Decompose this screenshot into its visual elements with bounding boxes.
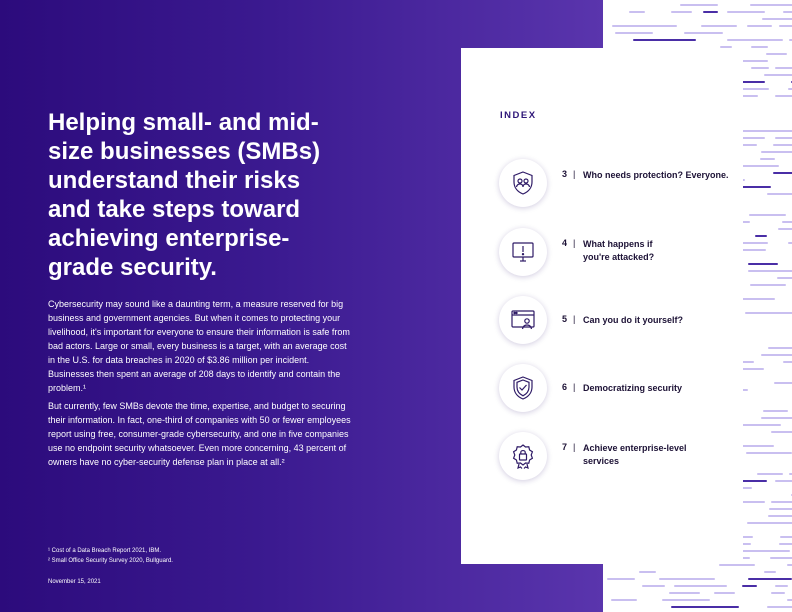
stripe-line <box>771 431 792 433</box>
stripe-line <box>719 564 755 566</box>
entry-label: Can you do it yourself? <box>583 315 684 325</box>
body-text <box>48 297 356 473</box>
stripe-line <box>779 25 792 27</box>
stripe-line <box>760 158 775 160</box>
footnotes <box>48 546 173 566</box>
index-entry-4[interactable] <box>499 228 739 278</box>
stripe-line <box>770 557 792 559</box>
entry-separator: | <box>573 382 576 392</box>
shield-check-icon <box>510 375 536 401</box>
stripe-line <box>750 284 786 286</box>
stripe-line <box>775 585 788 587</box>
index-entry-3[interactable] <box>499 159 739 209</box>
body-paragraph-2: But currently, few SMBs devote the time, expertise, and budget to securing their information. In fact, one-third of companies with 50 or fewer employees report using free, consumer-grade cybersecurity, and one in five companies use no endpoint security whatsoever. Even more concerning, 43 percent of owners have no cyber-security defense plan in place at all.² <box>48 401 351 467</box>
stripe-line <box>671 606 739 608</box>
stripe-line <box>727 11 765 13</box>
stripe-line <box>748 578 792 580</box>
stripe-line <box>763 410 788 412</box>
browser-user-icon <box>510 307 536 333</box>
entry-label: Who needs protection? Everyone. <box>583 170 729 180</box>
stripe-line <box>775 67 792 69</box>
stripe-line <box>747 522 792 524</box>
stripe-line <box>771 592 785 594</box>
stripe-line <box>748 270 792 272</box>
body-paragraph-1: Cybersecurity may sound like a daunting term, a measure reserved for big business and government agencies. But when it comes to protecting your livelihood, it's important for everyone to ensure their information is safe from bad actors. Large or small, every business is a target, with an average cost in the U.S. for data breaches in 2020 of $3.86 million per incident. Businesses then spent an average of 208 days to identify and contain the problem.¹ <box>48 299 350 393</box>
stripe-line <box>766 53 787 55</box>
stripe-line <box>783 11 792 13</box>
stripe-line <box>745 312 792 314</box>
index-entry-7[interactable] <box>499 432 739 482</box>
stripe-line <box>757 473 783 475</box>
entry-page-number: 4 <box>562 238 568 248</box>
stripe-line <box>769 508 792 510</box>
footnote-1: ¹ Cost of a Data Breach Report 2021, IBM. <box>48 548 162 554</box>
stripe-line <box>775 137 792 139</box>
stripe-line <box>642 585 665 587</box>
monitor-alert-icon <box>510 239 536 265</box>
stripe-line <box>607 578 635 580</box>
stripe-line <box>659 578 715 580</box>
stripe-line <box>750 4 792 6</box>
stripe-line <box>768 515 792 517</box>
stripe-line <box>761 417 792 419</box>
publish-date: November 15, 2021 <box>48 579 101 585</box>
stripe-line <box>767 193 792 195</box>
stripe-line <box>671 11 692 13</box>
stripe-line <box>762 18 792 20</box>
stripe-line <box>761 354 792 356</box>
stripe-line <box>727 39 783 41</box>
icon-circle <box>499 159 547 207</box>
stripe-line <box>773 172 792 174</box>
stripe-line <box>749 214 786 216</box>
stripe-line <box>761 151 792 153</box>
stripe-line <box>738 130 792 132</box>
stripe-line <box>751 67 769 69</box>
stripe-line <box>767 606 792 608</box>
stripe-line <box>639 571 656 573</box>
stripe-line <box>780 536 792 538</box>
stripe-line <box>633 39 696 41</box>
stripe-line <box>783 361 792 363</box>
stripe-line <box>768 347 792 349</box>
entry-label: Achieve enterprise-level services <box>583 443 687 466</box>
entry-separator: | <box>573 238 576 248</box>
icon-circle <box>499 364 547 412</box>
icon-circle <box>499 296 547 344</box>
stripe-line <box>701 25 737 27</box>
shield-people-icon <box>510 170 536 196</box>
stripe-line <box>684 32 723 34</box>
stripe-line <box>782 221 792 223</box>
index-entry-6[interactable] <box>499 364 739 414</box>
entry-separator: | <box>573 442 576 452</box>
stripe-line <box>771 501 792 503</box>
stripe-line <box>779 543 792 545</box>
stripe-line <box>714 592 735 594</box>
stripe-line <box>611 599 637 601</box>
stripe-line <box>755 235 767 237</box>
entry-page-number: 7 <box>562 442 568 452</box>
stripe-line <box>775 95 792 97</box>
stripe-line <box>680 4 718 6</box>
stripe-line <box>778 228 792 230</box>
stripe-line <box>742 585 757 587</box>
index-entry-5[interactable] <box>499 296 739 346</box>
stripe-line <box>703 11 718 13</box>
stripe-line <box>775 480 792 482</box>
stripe-line <box>674 585 727 587</box>
stripe-line <box>764 74 792 76</box>
entry-label: What happens if you're attacked? <box>583 239 655 262</box>
stripe-line <box>787 564 792 566</box>
stripe-line <box>751 46 768 48</box>
stripe-line <box>741 242 768 244</box>
stripe-line <box>788 88 792 90</box>
stripe-line <box>773 144 792 146</box>
icon-circle <box>499 432 547 480</box>
stripe-line <box>612 25 677 27</box>
stripe-line <box>615 32 653 34</box>
stripe-line <box>746 452 792 454</box>
footnote-2: ² Small Office Security Survey 2020, Bullguard. <box>48 558 173 564</box>
stripe-line <box>777 277 792 279</box>
stripe-line <box>764 571 776 573</box>
entry-label: Democratizing security <box>583 383 683 393</box>
entry-page-number: 3 <box>562 169 568 179</box>
stripe-line <box>787 599 792 601</box>
entry-page-number: 6 <box>562 382 568 392</box>
entry-page-number: 5 <box>562 314 568 324</box>
entry-separator: | <box>573 314 576 324</box>
headline: Helping small- and mid-size businesses (SMBs) understand their risks and take steps toward achieving enterprise-grade security. <box>48 109 321 281</box>
stripe-line <box>788 242 792 244</box>
stripe-line <box>748 263 778 265</box>
stripe-line <box>629 11 645 13</box>
stripe-line <box>747 25 772 27</box>
icon-circle <box>499 228 547 276</box>
lock-badge-icon <box>510 443 536 469</box>
index-panel <box>461 48 743 564</box>
index-title: INDEX <box>500 110 537 121</box>
stripe-line <box>774 382 792 384</box>
stripe-line <box>669 592 700 594</box>
entry-separator: | <box>573 169 576 179</box>
stripe-line <box>662 599 710 601</box>
